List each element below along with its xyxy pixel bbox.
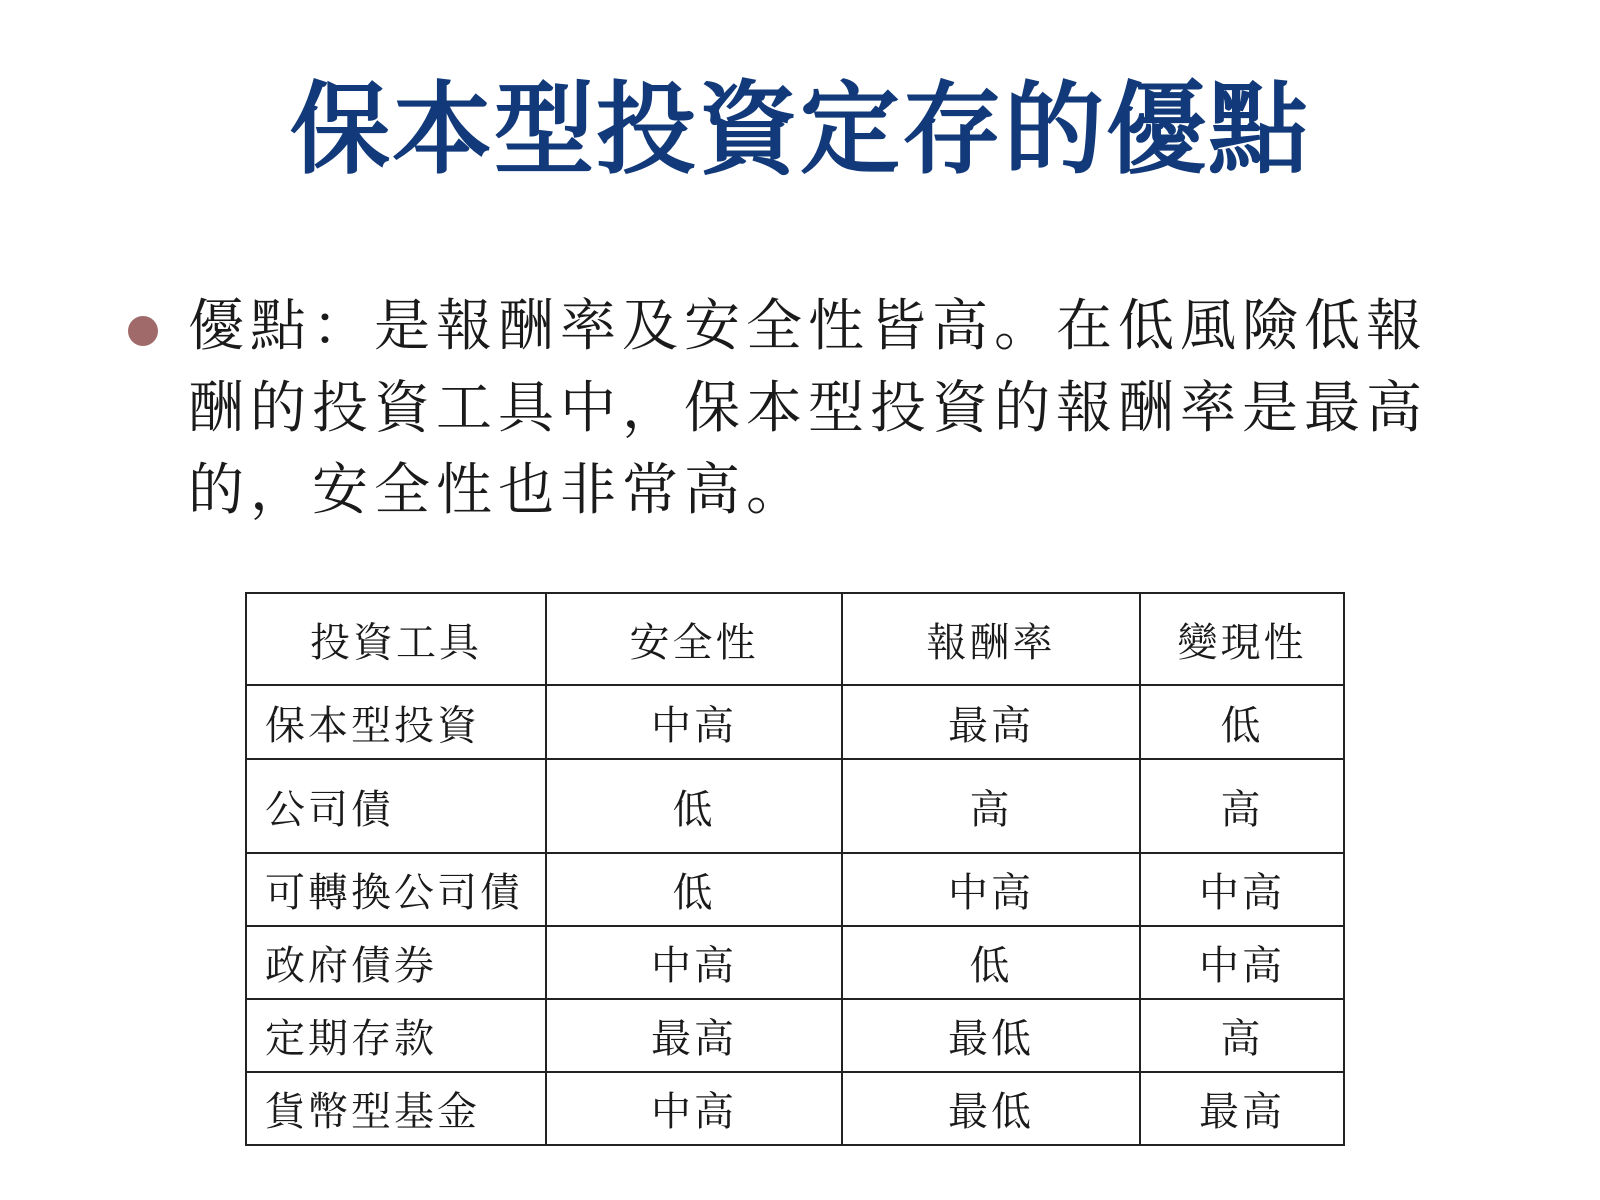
return-cell: 低 <box>842 926 1140 999</box>
table-row <box>246 926 1344 999</box>
tool-name-cell: 保本型投資 <box>246 685 546 759</box>
return-cell: 最低 <box>842 999 1140 1072</box>
table-row <box>246 759 1344 853</box>
liquidity-cell: 低 <box>1140 685 1344 759</box>
liquidity-cell: 高 <box>1140 999 1344 1072</box>
return-cell: 最高 <box>842 685 1140 759</box>
header-return: 報酬率 <box>842 593 1140 685</box>
liquidity-cell: 中高 <box>1140 926 1344 999</box>
tool-name-cell: 政府債券 <box>246 926 546 999</box>
header-safety: 安全性 <box>546 593 842 685</box>
return-cell: 最低 <box>842 1072 1140 1145</box>
safety-cell: 中高 <box>546 926 842 999</box>
table-row <box>246 1072 1344 1145</box>
tool-name-cell: 定期存款 <box>246 999 546 1072</box>
safety-cell: 中高 <box>546 685 842 759</box>
bullet-text: 優點：是報酬率及安全性皆高。在低風險低報酬的投資工具中，保本型投資的報酬率是最高的，安全性也非常高。 <box>188 294 1428 523</box>
table-header-row <box>246 593 1344 685</box>
return-cell: 中高 <box>842 853 1140 926</box>
liquidity-cell: 高 <box>1140 759 1344 853</box>
safety-cell: 最高 <box>546 999 842 1072</box>
tool-name-cell: 公司債 <box>246 759 546 853</box>
page-title: 保本型投資定存的優點 <box>290 71 1310 188</box>
table-row <box>246 853 1344 926</box>
comparison-table <box>245 592 1345 1146</box>
table-row <box>246 685 1344 759</box>
tool-name-cell: 貨幣型基金 <box>246 1072 546 1145</box>
header-liquidity: 變現性 <box>1140 593 1344 685</box>
safety-cell: 中高 <box>546 1072 842 1145</box>
return-cell: 高 <box>842 759 1140 853</box>
header-tool: 投資工具 <box>246 593 546 685</box>
table-row <box>246 999 1344 1072</box>
tool-name-cell: 可轉換公司債 <box>246 853 546 926</box>
bullet-dot-icon <box>128 316 158 346</box>
liquidity-cell: 最高 <box>1140 1072 1344 1145</box>
safety-cell: 低 <box>546 853 842 926</box>
liquidity-cell: 中高 <box>1140 853 1344 926</box>
safety-cell: 低 <box>546 759 842 853</box>
